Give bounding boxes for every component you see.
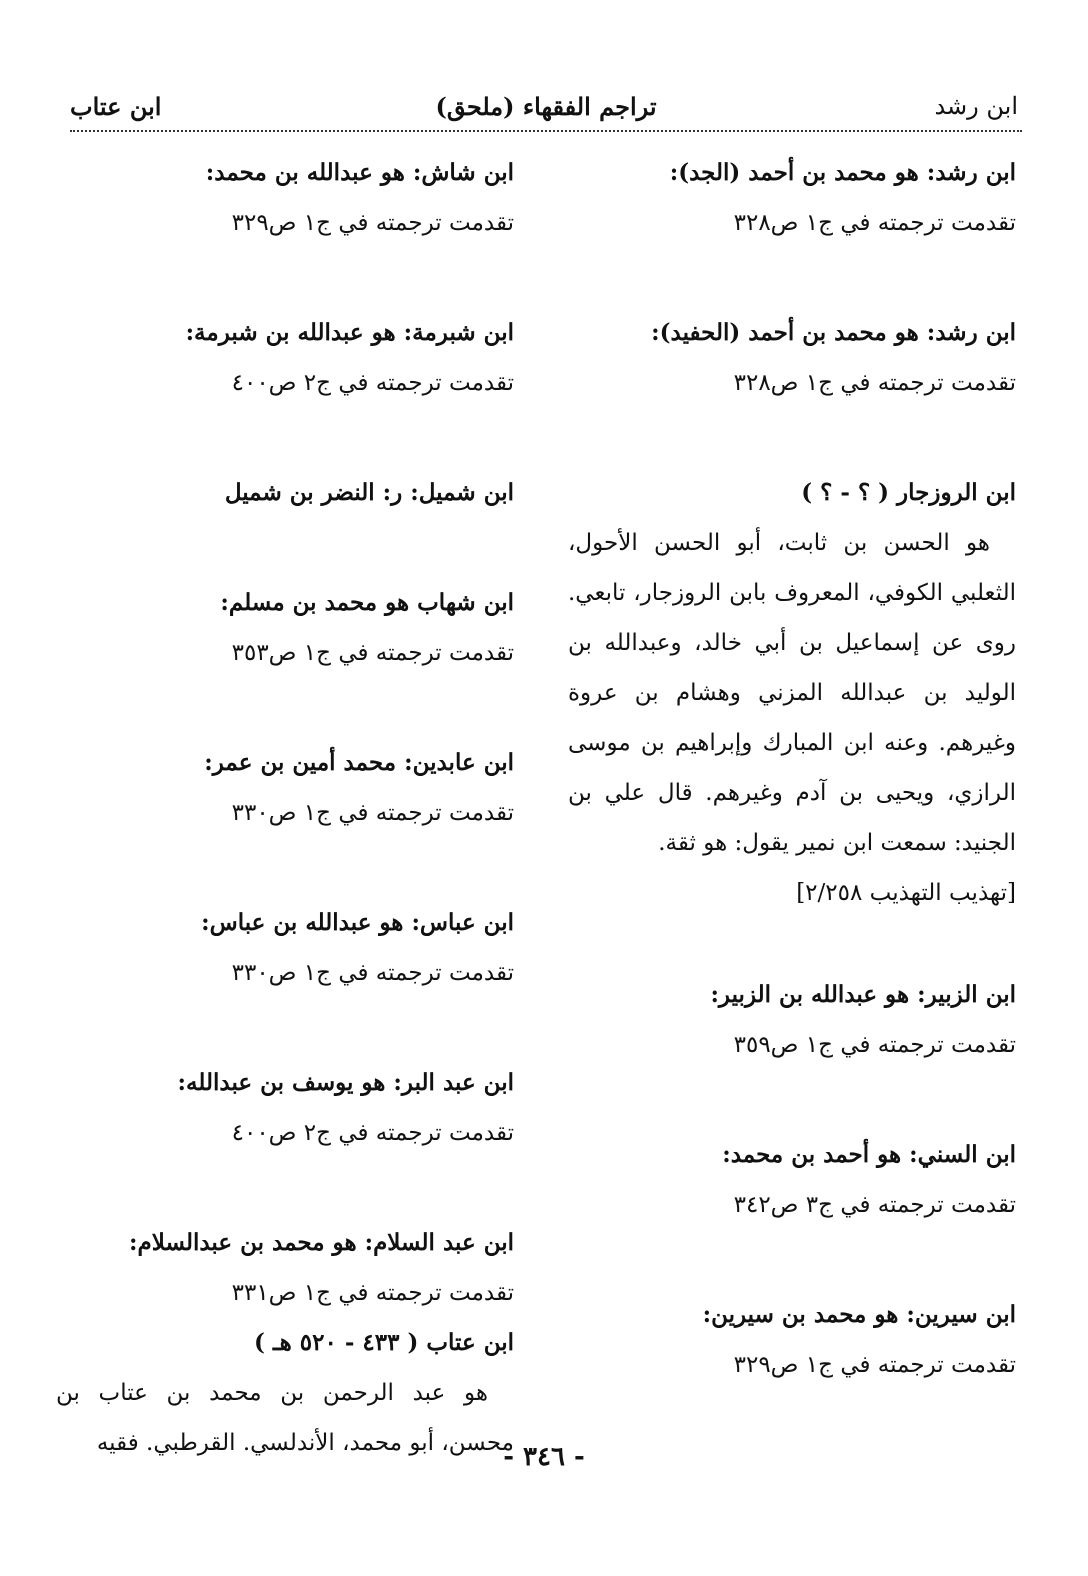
entry-ibn-abd-al-salam [56, 1218, 514, 1318]
entry-ibn-shumayl [56, 468, 514, 518]
entry-reference: تقدمت ترجمته في ج١ ص٣٥٩ [733, 1032, 1016, 1058]
entry-reference: تقدمت ترجمته في ج٢ ص٤٠٠ [231, 370, 514, 396]
entry-reference: تقدمت ترجمته في ج١ ص٣٢٩ [733, 1352, 1016, 1378]
entry-ibn-abd-al-barr [56, 1058, 514, 1158]
entry-ibn-sirin [568, 1290, 1016, 1390]
left-column [56, 148, 514, 1468]
entry-heading: ابن الزبير: هو عبدالله بن الزبير: [710, 981, 1016, 1008]
entry-ibn-al-sunni [568, 1130, 1016, 1230]
entry-biography: هو عبد الرحمن بن محمد بن عتاب بن محسن، أبو محمد، الأندلسي. القرطبي. فقيه [56, 1380, 514, 1456]
entry-heading: ابن رشد: هو محمد بن أحمد (الحفيد): [651, 319, 1016, 346]
entry-heading: ابن الروزجار ( ؟ - ؟ ) [801, 479, 1016, 506]
entry-heading: ابن عتاب ( ٤٣٣ - ٥٢٠ هـ ) [254, 1329, 514, 1356]
entry-heading: ابن عبد البر: هو يوسف بن عبدالله: [177, 1069, 514, 1096]
header-center-title: (ملحق) تراجم الفقهاء [435, 92, 657, 121]
entry-ibn-shihab [56, 578, 514, 678]
entry-ibn-rushd-grandson [568, 308, 1016, 408]
entry-reference: تقدمت ترجمته في ج١ ص٣٢٨ [733, 370, 1016, 396]
entry-heading: ابن السني: هو أحمد بن محمد: [722, 1141, 1016, 1168]
entry-reference: تقدمت ترجمته في ج١ ص٣٢٨ [733, 210, 1016, 236]
running-header [70, 88, 1022, 132]
entry-ibn-abidin [56, 738, 514, 838]
right-column [568, 148, 1016, 1390]
header-right-title: ابن رشد [934, 92, 1018, 120]
entry-heading: ابن رشد: هو محمد بن أحمد (الجد): [669, 159, 1016, 186]
entry-ibn-al-rawzajar [568, 468, 1016, 918]
entry-reference: تقدمت ترجمته في ج١ ص٣٥٣ [231, 640, 514, 666]
entry-reference: تقدمت ترجمته في ج١ ص٣٣٠ [231, 800, 514, 826]
entry-ibn-rushd-grandfather [568, 148, 1016, 248]
entry-heading: ابن عابدين: محمد أمين بن عمر: [204, 749, 514, 776]
entry-reference: تقدمت ترجمته في ج١ ص٣٣٠ [231, 960, 514, 986]
entry-biography: هو الحسن بن ثابت، أبو الحسن الأحول، الثعلبي الكوفي، المعروف بابن الروزجار، تابعي. روى عن إسماعيل بن أبي خالد، وعبدالله بن الوليد بن عبدالله المزني وهشام بن عروة وغيرهم. وعنه ابن المبارك وإبراهيم بن موسى الرازي، ويحيى بن آدم وغيرهم. قال علي بن الجنيد: سمعت ابن نمير يقول: هو ثقة. [568, 530, 1016, 856]
header-left-title: ابن عتاب [70, 92, 162, 121]
entry-heading: ابن شاش: هو عبدالله بن محمد: [205, 159, 514, 186]
entry-heading: ابن عباس: هو عبدالله بن عباس: [201, 909, 514, 936]
entry-reference: تقدمت ترجمته في ج٢ ص٤٠٠ [231, 1120, 514, 1146]
entry-heading: ابن شبرمة: هو عبدالله بن شبرمة: [185, 319, 514, 346]
entry-reference: تقدمت ترجمته في ج١ ص٣٢٩ [231, 210, 514, 236]
entry-source: [تهذيب التهذيب ٢/٢٥٨] [796, 880, 1016, 906]
entry-heading: ابن شميل: ر: النضر بن شميل [224, 479, 514, 506]
entry-ibn-abbas [56, 898, 514, 998]
entry-reference: تقدمت ترجمته في ج١ ص٣٣١ [231, 1280, 514, 1306]
entry-heading: ابن سيرين: هو محمد بن سيرين: [702, 1301, 1016, 1328]
page-number: - ٣٤٦ - [503, 1442, 585, 1472]
entry-ibn-al-zubayr [568, 970, 1016, 1070]
entry-ibn-shubruma [56, 308, 514, 408]
entry-heading: ابن عبد السلام: هو محمد بن عبدالسلام: [128, 1229, 514, 1256]
entry-reference: تقدمت ترجمته في ج٣ ص٣٤٢ [733, 1192, 1016, 1218]
entry-heading: ابن شهاب هو محمد بن مسلم: [220, 589, 514, 616]
entry-ibn-shash [56, 148, 514, 248]
